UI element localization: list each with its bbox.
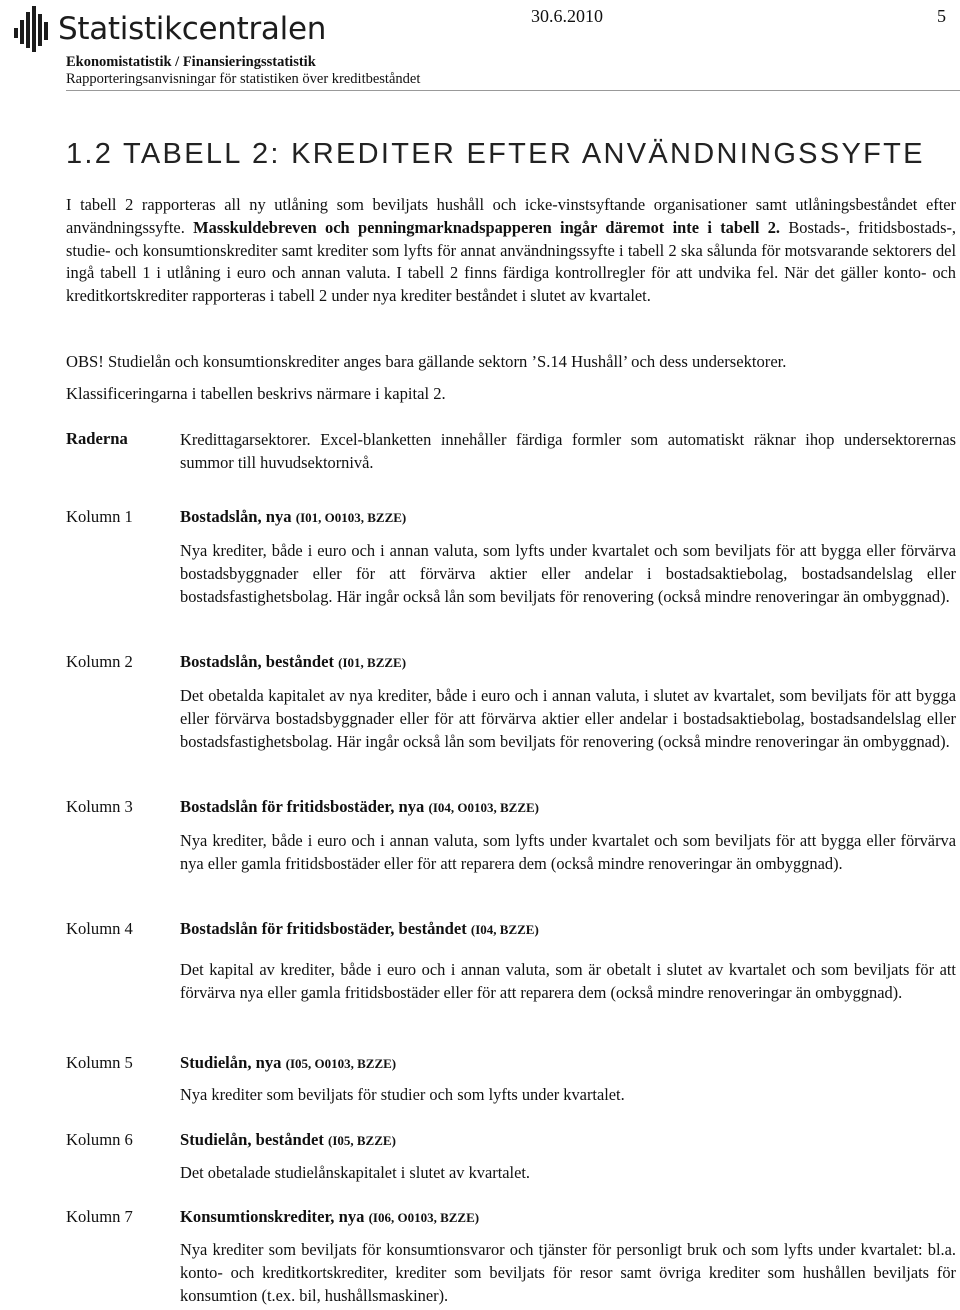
column-4-description: Det kapital av krediter, både i euro och i annan valuta, som är obetalt i slutet av kvartalet och som beviljats för att förvärva nya eller gamla fritidsbostäder eller för att reparera dem (också mindre renoveringar än ombyggnad). xyxy=(180,960,956,1002)
column-7-description: Nya krediter som beviljats för konsumtionsvaror och tjänster för personligt bruk och som lyfts under kvartalet: bl.a. konto- och kreditkortskrediter, krediter som beviljats för resor samt övriga krediter som hushållen beviljats för konsumtion (t.ex. bil, hushållsmaskiner). xyxy=(180,1240,956,1305)
column-4-label: Kolumn 4 xyxy=(66,919,133,938)
rows-label: Raderna xyxy=(66,429,128,448)
column-3-title: Bostadslån för fritidsbostäder, nya (I04, O0103, BZZE) xyxy=(180,797,540,816)
column-2-title: Bostadslån, beståndet (I01, BZZE) xyxy=(180,652,407,671)
column-1-description: Nya krediter, både i euro och i annan valuta, som lyfts under kvartalet och som beviljats för att bygga eller förvärva bostadsbyggnader eller för att förvärva aktier eller andelar i bostadsaktiebolag, bostadsandelslag eller bostadsfastighetsbolag. Här ingår också lån som beviljats för renovering (också mindre renoveringar än ombyggnad). xyxy=(180,541,956,606)
column-6-title: Studielån, beståndet (I05, BZZE) xyxy=(180,1130,396,1149)
statistics-bars-icon xyxy=(14,6,50,52)
column-7-label: Kolumn 7 xyxy=(66,1207,133,1226)
intro-text-bold: Masskuldebreven och penningmarknadspapperen ingår däremot inte i tabell 2. xyxy=(193,217,780,237)
column-6-label: Kolumn 6 xyxy=(66,1130,133,1149)
column-6-description: Det obetalade studielånskapitalet i slutet av kvartalet. xyxy=(180,1163,530,1182)
column-1-title: Bostadslån, nya (I01, O0103, BZZE) xyxy=(180,507,407,526)
intro-text-1: I tabell 2 rapporteras all ny utlåning som beviljats hushåll och icke-vinstsyftande organisationer samt utlåningsbeståndet efter användningssyfte. xyxy=(66,195,956,237)
column-5-title: Studielån, nya (I05, O0103, BZZE) xyxy=(180,1053,397,1072)
column-1-label: Kolumn 1 xyxy=(66,507,133,526)
column-4-title: Bostadslån för fritidsbostäder, beståndet (I04, BZZE) xyxy=(180,919,539,938)
intro-paragraph xyxy=(66,194,956,308)
document-subtitle: Rapporteringsanvisningar för statistiken över kreditbeståndet xyxy=(66,71,421,87)
notes-block xyxy=(66,351,956,415)
column-2-label: Kolumn 2 xyxy=(66,652,133,671)
header-divider xyxy=(66,90,960,91)
department-name: Ekonomistatistik / Finansieringsstatistik xyxy=(66,54,316,70)
section-title: 1.2 TABELL 2: KREDITER EFTER ANVÄNDNINGSSYFTE xyxy=(66,138,925,170)
statistikcentralen-logo xyxy=(14,6,326,52)
column-3-description: Nya krediter, både i euro och i annan valuta, som lyfts under kvartalet och som beviljats för att bygga eller förvärva nya eller gamla fritidsbostäder eller för att reparera dem (också mindre renoveringar än ombyggnad). xyxy=(180,831,956,873)
page-number: 5 xyxy=(937,6,946,26)
column-5-label: Kolumn 5 xyxy=(66,1053,133,1072)
intro-text-2: Bostads-, fritidsbostads-, studie- och konsumtionskrediter samt krediter som lyfts för annat användningssyfte i tabell 2 ska sålunda för motsvarande sektorers del ingå tabell 1 i utlåning i euro och annan valuta. I tabell 2 finns färdiga kontrollregler för att undvika fel. När det gäller konto- och kreditkortskrediter rapporteras i tabell 2 under nya krediter beståndet i slutet av kvartalet. xyxy=(66,217,957,306)
column-3-label: Kolumn 3 xyxy=(66,797,133,816)
column-5-description: Nya krediter som beviljats för studier och som lyfts under kvartalet. xyxy=(180,1085,625,1104)
column-7-title: Konsumtionskrediter, nya (I06, O0103, BZZE) xyxy=(180,1207,480,1226)
org-name: Statistikcentralen xyxy=(58,11,327,47)
classification-note: Klassificeringarna i tabellen beskrivs närmare i kapital 2. xyxy=(66,384,446,403)
document-date: 30.6.2010 xyxy=(531,6,603,26)
rows-description: Kredittagarsektorer. Excel-blanketten innehåller färdiga formler som automatiskt räknar ihop undersektorernas summor till huvudsektornivå. xyxy=(180,430,956,472)
column-2-description: Det obetalda kapitalet av nya krediter, både i euro och i annan valuta, i slutet av kvartalet, som beviljats för att bygga eller förvärva bostadsbyggnader eller för att förvärva aktier eller andelar i bostadsaktiebolag, bostadsandelslag eller bostadsfastighetsbolag. Här ingår också lån som beviljats för renovering (också mindre renoveringar än ombyggnad). xyxy=(180,686,956,751)
obs-note: OBS! Studielån och konsumtionskrediter anges bara gällande sektorn ’S.14 Hushåll’ och dess undersektorer. xyxy=(66,352,787,371)
